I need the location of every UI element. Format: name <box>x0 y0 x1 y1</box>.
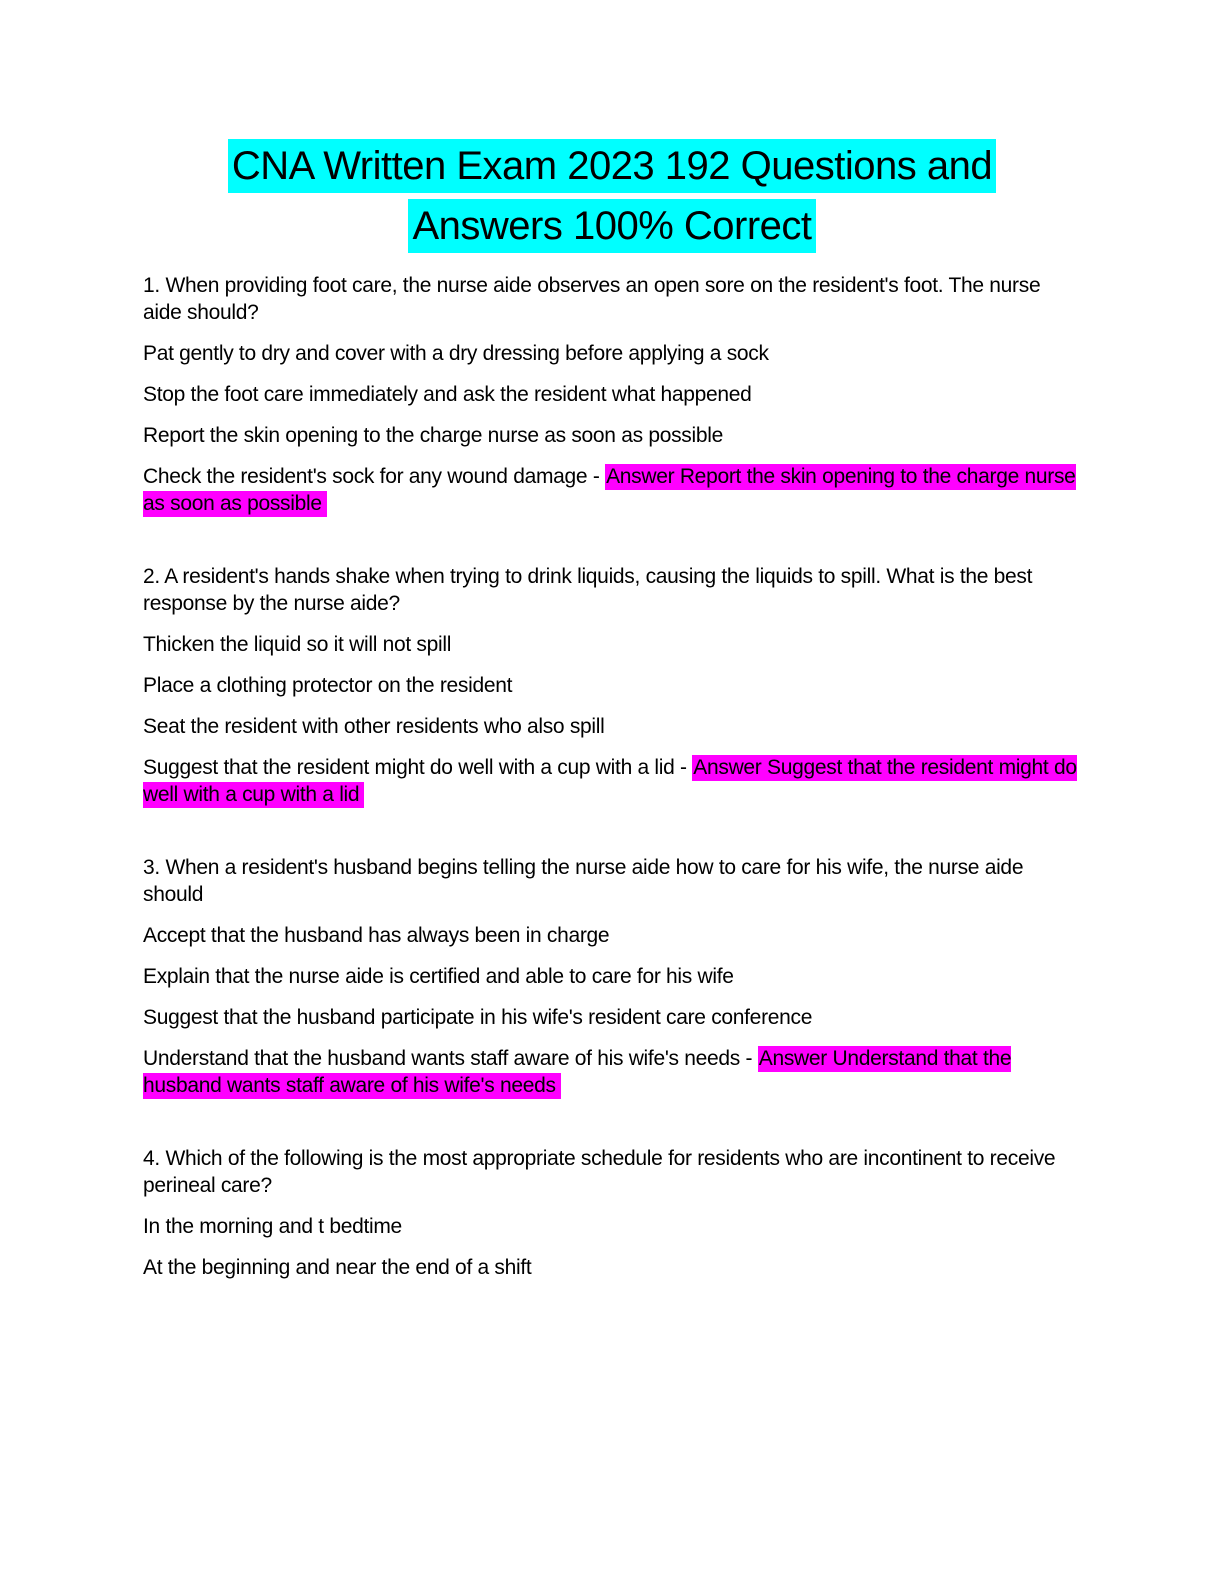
option-with-answer <box>143 463 1081 517</box>
option-with-answer <box>143 1045 1081 1099</box>
option-text: Seat the resident with other residents who also spill <box>143 715 605 738</box>
option-text: Report the skin opening to the charge nurse as soon as possible <box>143 424 723 447</box>
option-text: Suggest that the husband participate in his wife's resident care conference <box>143 1006 813 1029</box>
option-text: Place a clothing protector on the resident <box>143 674 513 697</box>
question-text: 4. Which of the following is the most appropriate schedule for residents who are incontinent to receive perineal care? <box>143 1147 1056 1197</box>
option-with-answer <box>143 754 1081 808</box>
answer-separator: - <box>674 756 693 779</box>
option-text: At the beginning and near the end of a shift <box>143 1256 532 1279</box>
option-text: Explain that the nurse aide is certified and able to care for his wife <box>143 965 734 988</box>
question-block <box>143 563 1081 808</box>
final-option-text: Understand that the husband wants staff aware of his wife's needs <box>143 1047 740 1070</box>
option-text: Pat gently to dry and cover with a dry dressing before applying a sock <box>143 342 769 365</box>
option-text: Stop the foot care immediately and ask the resident what happened <box>143 383 752 406</box>
final-option-text: Check the resident's sock for any wound damage <box>143 465 588 488</box>
question-block <box>143 272 1081 517</box>
option-text: Thicken the liquid so it will not spill <box>143 633 452 656</box>
page-title <box>143 136 1081 256</box>
option-text: Accept that the husband has always been in charge <box>143 924 610 947</box>
final-option-text: Suggest that the resident might do well with a cup with a lid <box>143 756 675 779</box>
answer-separator: - <box>740 1047 758 1070</box>
question-text: 2. A resident's hands shake when trying to drink liquids, causing the liquids to spill. What is the best response by the nurse aide? <box>143 565 1033 615</box>
question-block <box>143 1145 1081 1281</box>
answer-separator: - <box>587 465 606 488</box>
answer-highlight: Answer Understand that the husband wants staff aware of his wife's needs <box>143 1047 1012 1097</box>
option-text: In the morning and t bedtime <box>143 1215 402 1238</box>
title-line-1: CNA Written Exam 2023 192 Questions and <box>228 139 996 193</box>
question-list <box>143 272 1081 1281</box>
answer-highlight: Answer Report the skin opening to the charge nurse as soon as possible <box>143 465 1076 515</box>
question-text: 1. When providing foot care, the nurse aide observes an open sore on the resident's foot. The nurse aide should? <box>143 274 1041 324</box>
question-text: 3. When a resident's husband begins telling the nurse aide how to care for his wife, the nurse aide should <box>143 856 1024 906</box>
question-block <box>143 854 1081 1099</box>
title-line-2: Answers 100% Correct <box>408 199 815 253</box>
answer-highlight: Answer Suggest that the resident might do well with a cup with a lid <box>143 756 1077 806</box>
